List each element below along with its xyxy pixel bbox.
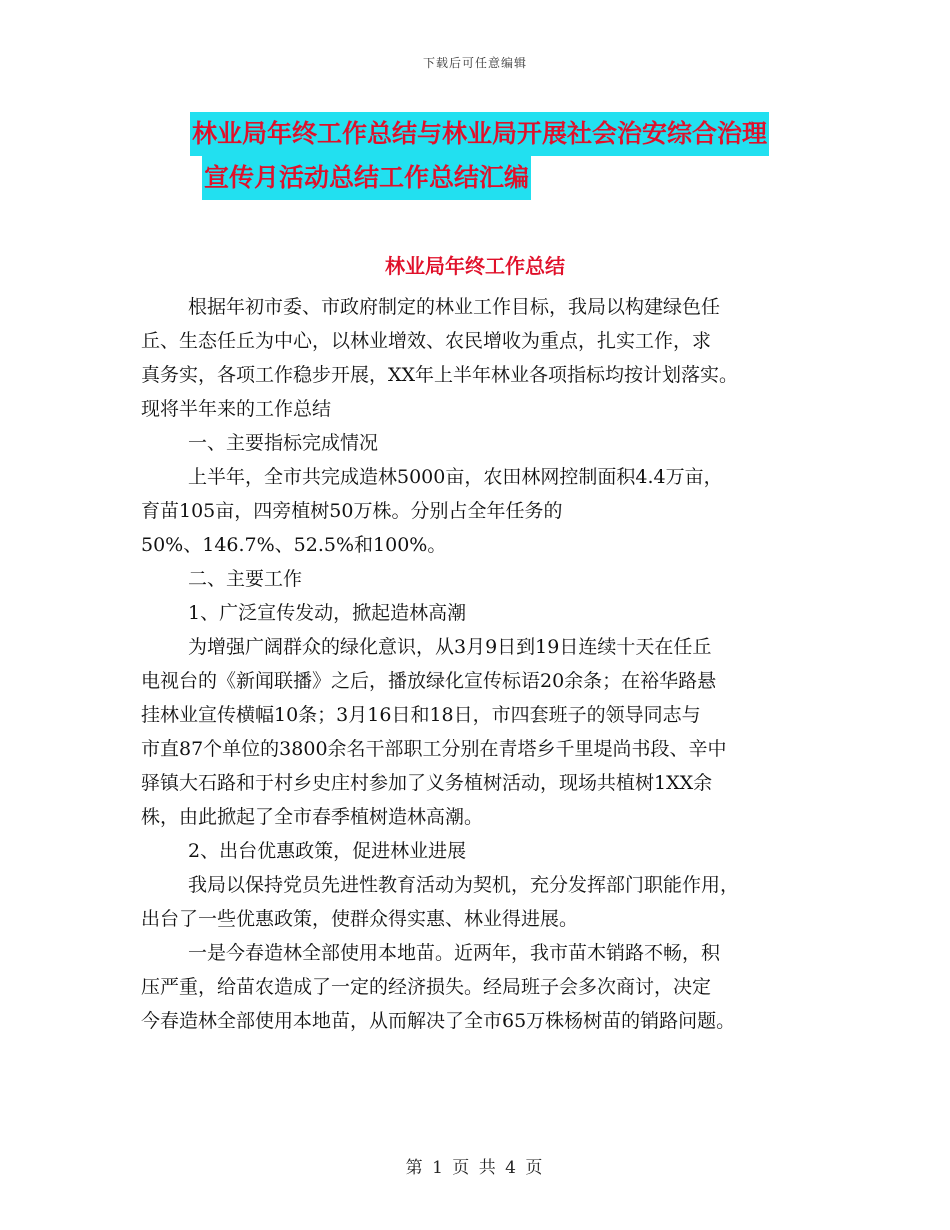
body-text xyxy=(141,290,813,1038)
text-line: 为增强广阔群众的绿化意识，从3月9日到19日连续十天在任丘 xyxy=(188,636,712,658)
text-line: 现将半年来的工作总结 xyxy=(141,398,332,420)
header-note: 下载后可任意编辑 xyxy=(422,56,527,70)
text-line: 驿镇大石路和于村乡史庄村参加了义务植树活动，现场共植树1XX余 xyxy=(141,772,713,794)
text-line: 一、主要指标完成情况 xyxy=(188,432,379,454)
text-line: 50%、146.7%、52.5%和100%。 xyxy=(141,534,447,556)
title-line-1: 林业局年终工作总结与林业局开展社会治安综合治理 xyxy=(190,112,769,156)
text-line: 株，由此掀起了全市春季植树造林高潮。 xyxy=(141,806,484,828)
text-line: 一是今春造林全部使用本地苗。近两年，我市苗木销路不畅，积 xyxy=(188,942,721,964)
text-line: 电视台的《新闻联播》之后，播放绿化宣传标语20余条；在裕华路悬 xyxy=(141,670,717,692)
section-title: 林业局年终工作总结 xyxy=(385,254,565,278)
text-line: 出台了一些优惠政策，使群众得实惠、林业得进展。 xyxy=(141,908,579,930)
text-line: 上半年，全市共完成造林5000亩，农田林网控制面积4.4万亩， xyxy=(188,466,723,488)
text-line: 丘、生态任丘为中心，以林业增效、农民增收为重点，扎实工作，求 xyxy=(141,330,712,352)
text-line: 2、出台优惠政策，促进林业进展 xyxy=(188,840,467,862)
text-line: 我局以保持党员先进性教育活动为契机，充分发挥部门职能作用， xyxy=(188,874,740,896)
text-line: 真务实，各项工作稳步开展，XX年上半年林业各项指标均按计划落实。 xyxy=(141,364,739,386)
text-line: 挂林业宣传横幅10条；3月16日和18日，市四套班子的领导同志与 xyxy=(141,704,701,726)
text-line: 育苗105亩，四旁植树50万株。分别占全年任务的 xyxy=(141,500,563,522)
text-line: 根据年初市委、市政府制定的林业工作目标，我局以构建绿色任 xyxy=(188,296,721,318)
page-footer: 第 1 页 共 4 页 xyxy=(405,1158,545,1178)
text-line: 压严重，给苗农造成了一定的经济损失。经局班子会多次商讨，决定 xyxy=(141,976,712,998)
text-line: 二、主要工作 xyxy=(188,568,303,590)
text-line: 今春造林全部使用本地苗，从而解决了全市65万株杨树苗的销路问题。 xyxy=(141,1010,736,1032)
text-line: 1、广泛宣传发动，掀起造林高潮 xyxy=(188,602,467,624)
document-title xyxy=(190,112,810,200)
text-line: 市直87个单位的3800余名干部职工分别在青塔乡千里堤尚书段、辛中 xyxy=(141,738,727,760)
title-line-2: 宣传月活动总结工作总结汇编 xyxy=(202,156,531,200)
